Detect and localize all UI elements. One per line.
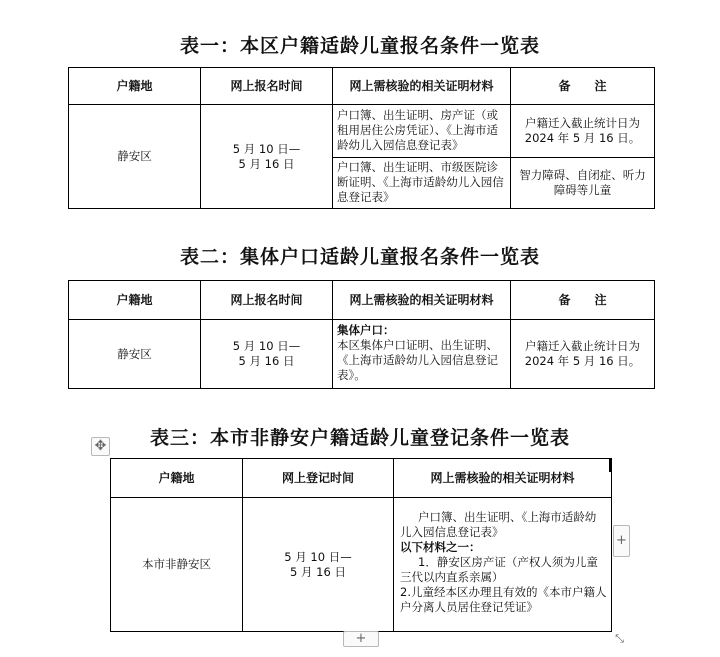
time-start: 5 月 10 日— bbox=[232, 339, 301, 353]
table1 bbox=[68, 67, 655, 209]
table1-header-materials: 网上需核验的相关证明材料 bbox=[333, 68, 511, 105]
time-end: 5 月 16 日 bbox=[238, 354, 295, 368]
table3-header-row bbox=[111, 459, 612, 498]
table3-place-cell: 本市非静安区 bbox=[111, 498, 243, 632]
table1-remark-1: 户籍迁入截止统计日为 2024 年 5 月 16 日。 bbox=[511, 105, 655, 158]
table2-header-time: 网上报名时间 bbox=[201, 281, 333, 320]
table3-time-cell bbox=[243, 498, 394, 632]
table3-item-1: 1．静安区房产证（产权人须为儿童三代以内直系亲属） bbox=[400, 555, 598, 584]
add-column-button[interactable]: + bbox=[613, 525, 630, 557]
table1-header-time: 网上报名时间 bbox=[201, 68, 333, 105]
table3[interactable] bbox=[110, 458, 612, 632]
table2-material-cell bbox=[333, 320, 511, 389]
column-boundary-marker bbox=[609, 458, 612, 472]
table1-material-2: 户口簿、出生证明、市级医院诊断证明、《上海市适龄幼儿入园信息登记表》 bbox=[333, 158, 511, 209]
table2-material-label: 集体户口： bbox=[337, 323, 395, 337]
table1-place-cell: 静安区 bbox=[69, 105, 201, 209]
table2-header-place: 户籍地 bbox=[69, 281, 201, 320]
table3-title: 表三：本市非静安户籍适龄儿童登记条件一览表 bbox=[149, 427, 570, 449]
move-icon[interactable]: ✥ bbox=[91, 437, 110, 456]
table2-header-materials: 网上需核验的相关证明材料 bbox=[333, 281, 511, 320]
table2-header-remarks: 备 注 bbox=[511, 281, 655, 320]
table3-header-time: 网上登记时间 bbox=[243, 459, 394, 498]
resize-icon[interactable]: ⤡ bbox=[615, 632, 624, 645]
table-row bbox=[111, 498, 612, 632]
table3-material-label: 以下材料之一： bbox=[400, 540, 481, 554]
time-end: 5 月 16 日 bbox=[290, 564, 346, 579]
table1-material-1: 户口簿、出生证明、房产证（或租用居住公房凭证）、《上海市适龄幼儿入园信息登记表》 bbox=[333, 105, 511, 158]
table3-item-2: 2.儿童经本区办理且有效的《本市户籍人户分离人员居住登记凭证》 bbox=[400, 585, 607, 614]
time-start: 5 月 10 日— bbox=[232, 141, 301, 156]
table2-title: 表二：集体户口适龄儿童报名条件一览表 bbox=[179, 246, 540, 268]
table2-material-text: 本区集体户口证明、出生证明、《上海市适龄幼儿入园信息登记表》。 bbox=[337, 338, 498, 382]
table2-place-cell: 静安区 bbox=[69, 320, 201, 389]
time-start: 5 月 10 日— bbox=[284, 549, 352, 564]
table2-remark: 户籍迁入截止统计日为 2024 年 5 月 16 日。 bbox=[511, 320, 655, 389]
table1-time-cell bbox=[201, 105, 333, 209]
table1-header-row bbox=[69, 68, 655, 105]
table3-material-intro: 户口簿、出生证明、《上海市适龄幼儿入园信息登记表》 bbox=[400, 510, 597, 539]
table3-header-materials: 网上需核验的相关证明材料 bbox=[394, 459, 612, 498]
table1-remark-2: 智力障碍、自闭症、听力障碍等儿童 bbox=[511, 158, 655, 209]
add-row-button[interactable]: + bbox=[343, 631, 379, 647]
table3-material-cell bbox=[394, 498, 612, 632]
table-row bbox=[69, 105, 655, 158]
table2-header-row bbox=[69, 281, 655, 320]
table1-title: 表一：本区户籍适龄儿童报名条件一览表 bbox=[179, 35, 540, 57]
table1-header-place: 户籍地 bbox=[69, 68, 201, 105]
table-row bbox=[69, 320, 655, 389]
table3-header-place: 户籍地 bbox=[111, 459, 243, 498]
table1-header-remarks: 备 注 bbox=[511, 68, 655, 105]
table2 bbox=[68, 280, 655, 389]
table2-time-cell bbox=[201, 320, 333, 389]
time-end: 5 月 16 日 bbox=[238, 156, 295, 171]
